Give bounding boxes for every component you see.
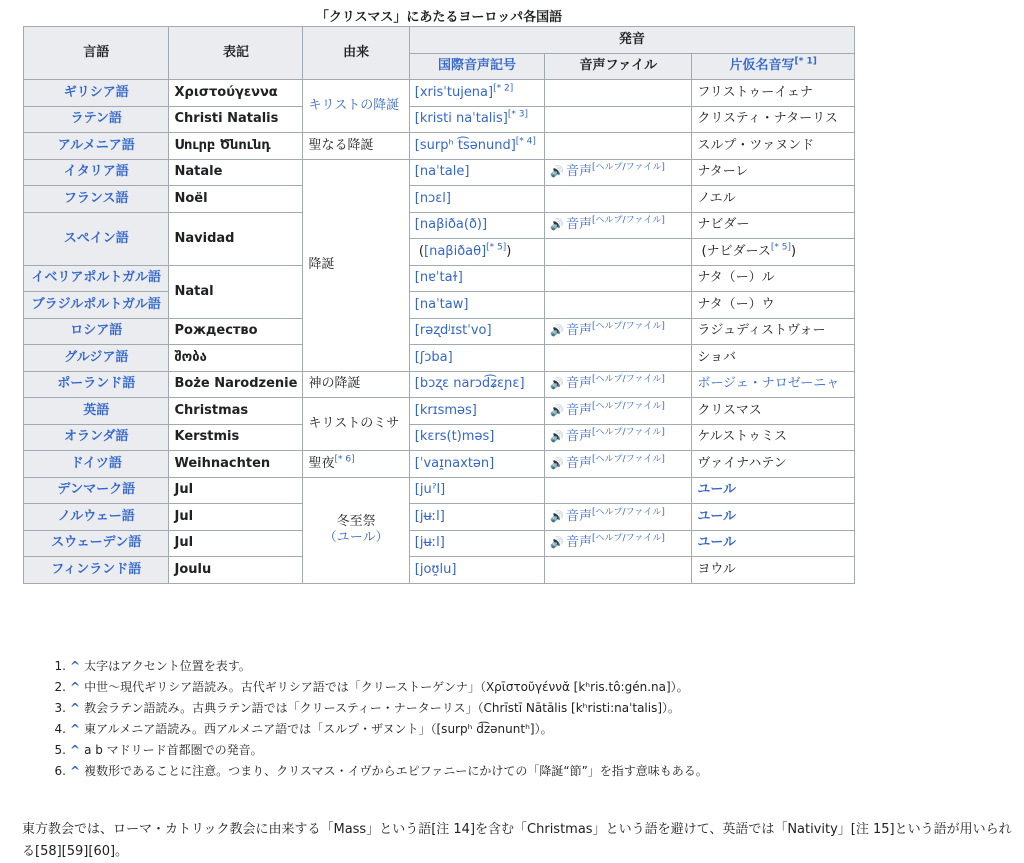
table-row — [24, 318, 855, 345]
speaker-icon[interactable]: 🔊 — [550, 377, 565, 391]
audio-link[interactable]: 音声 — [566, 508, 593, 524]
kana-cell: クリスマス — [692, 398, 855, 425]
lang-cell[interactable] — [24, 530, 169, 557]
ipa-cell[interactable] — [409, 530, 545, 557]
kana-link[interactable]: ユール — [697, 535, 737, 551]
word-cell: Natale — [169, 159, 303, 186]
kana-cell: ナビダー — [692, 212, 855, 239]
footnote-item — [52, 761, 708, 782]
audio-cell — [545, 106, 692, 133]
kana-cell: (ナビダース[* 5]) — [692, 239, 855, 266]
header-ipa[interactable] — [409, 53, 545, 80]
ipa-cell[interactable] — [409, 186, 545, 213]
header-language: 言語 — [24, 27, 169, 80]
lang-cell[interactable] — [24, 106, 169, 133]
audio-link[interactable]: 音声 — [566, 376, 593, 392]
lang-cell[interactable] — [24, 186, 169, 213]
kana-cell: クリスティ・ナターリス — [692, 106, 855, 133]
ipa-cell[interactable] — [409, 398, 545, 425]
table-caption: 「クリスマス」にあたるヨーロッパ各国語 — [315, 10, 563, 25]
ipa-cell[interactable] — [409, 265, 545, 292]
word-cell: Χριστούγεννα — [169, 80, 303, 107]
word-cell: Սուրբ Ծնունդ — [169, 133, 303, 160]
lang-link[interactable]: フィンランド語 — [51, 561, 142, 577]
audio-cell — [545, 133, 692, 160]
table-row — [24, 133, 855, 160]
word-cell: Jul — [169, 530, 303, 557]
table-row — [24, 424, 855, 451]
header-audio: 音声ファイル — [545, 53, 692, 80]
lang-cell[interactable] — [24, 424, 169, 451]
table-row — [24, 186, 855, 213]
lang-link[interactable]: オランダ語 — [64, 429, 129, 445]
lang-link[interactable]: ポーランド語 — [57, 376, 136, 392]
lang-link[interactable]: ギリシア語 — [63, 84, 129, 100]
audio-help-link[interactable]: [ヘルプ/ファイル] — [592, 427, 665, 438]
footnote[interactable]: [* 6] — [334, 454, 355, 465]
origin-cell — [303, 451, 409, 478]
kana-cell[interactable] — [692, 504, 855, 531]
kana-text: ナビダース — [706, 243, 771, 259]
table-row — [24, 371, 855, 398]
footnote[interactable]: [* 2] — [493, 83, 514, 94]
audio-cell — [545, 477, 692, 504]
audio-link[interactable]: 音声 — [566, 164, 593, 180]
lang-link[interactable]: イベリアポルトガル語 — [31, 270, 162, 286]
word-cell: Christi Natalis — [169, 106, 303, 133]
lang-link[interactable]: ノルウェー語 — [57, 508, 135, 524]
lang-cell[interactable] — [24, 345, 169, 372]
audio-link[interactable]: 音声 — [566, 323, 593, 339]
ipa-link[interactable]: 国際音声記号 — [438, 58, 517, 74]
footnote-text: 東アルメニア語読み。西アルメニア語では「スルプ・ザヌント」（[surpʰ d͡zənuntʰ]）。 — [84, 722, 553, 736]
origin-text: 冬至祭 — [336, 514, 376, 529]
lang-cell[interactable] — [24, 159, 169, 186]
footnote-item — [52, 656, 708, 677]
kana-link[interactable]: ユール — [697, 482, 737, 498]
audio-cell[interactable] — [545, 530, 692, 557]
kana-link[interactable]: ボージェ・ナロゼーニャ — [697, 376, 840, 392]
audio-cell — [545, 80, 692, 107]
lang-cell[interactable] — [24, 398, 169, 425]
footnote-item — [52, 719, 708, 740]
ipa-link[interactable]: [krɪsməs] — [414, 402, 477, 418]
footnote-text: 中世〜現代ギリシア語読み。古代ギリシア語では「クリーストーゲンナ」（Χρῑστοῦγέννᾰ [kʰris.tô:gén.na]）。 — [84, 680, 689, 694]
footnote-number: 2. — [54, 680, 66, 694]
ipa-link[interactable]: [bɔʐɛ narɔd͡ʑɛɲɛ] — [414, 376, 525, 392]
footnote-item — [52, 698, 708, 719]
audio-cell[interactable] — [545, 371, 692, 398]
header-spelling: 表記 — [169, 27, 303, 80]
lang-cell[interactable] — [24, 212, 169, 265]
lang-link[interactable]: 英語 — [83, 402, 110, 418]
word-cell: Noël — [169, 186, 303, 213]
back-link-icon[interactable]: ^ — [70, 659, 81, 673]
footnote[interactable]: [* 3] — [507, 109, 528, 120]
word-cell: Navidad — [169, 212, 303, 265]
ipa-cell[interactable] — [409, 424, 545, 451]
word-cell: Joulu — [169, 557, 303, 584]
origin-cell[interactable] — [303, 477, 409, 583]
table-row — [24, 345, 855, 372]
word-cell: Natal — [169, 265, 303, 318]
footnote[interactable]: [* 5] — [486, 242, 507, 253]
ipa-cell[interactable]: ([naβiðaθ][* 5]) — [409, 239, 545, 266]
audio-help-link[interactable]: [ヘルプ/ファイル] — [592, 162, 665, 173]
lang-link[interactable]: グルジア語 — [64, 349, 129, 365]
lang-cell[interactable] — [24, 133, 169, 160]
ipa-link[interactable]: [nɐˈtaɫ] — [414, 270, 463, 286]
ipa-link[interactable]: [nɔɛl] — [414, 190, 451, 206]
origin-link[interactable]: キリストの降誕 — [308, 98, 400, 113]
back-link-icon[interactable]: ^ — [70, 680, 81, 694]
table-row — [24, 159, 855, 186]
footnote-number: 5. — [54, 743, 66, 757]
lang-cell[interactable] — [24, 265, 169, 292]
audio-link[interactable]: 音声 — [566, 429, 593, 445]
ipa-link[interactable]: [naˈtale] — [414, 164, 470, 180]
ipa-link[interactable]: [jʉːl] — [414, 508, 445, 524]
table-row — [24, 504, 855, 531]
table-row — [24, 292, 855, 319]
table-row — [24, 557, 855, 584]
audio-cell — [545, 265, 692, 292]
ipa-cell[interactable] — [409, 159, 545, 186]
audio-cell[interactable] — [545, 504, 692, 531]
word-cell: Jul — [169, 477, 303, 504]
ipa-link[interactable]: [naβiðaθ] — [424, 243, 487, 259]
audio-link[interactable]: 音声 — [566, 217, 593, 233]
yule-link[interactable]: （ユール） — [323, 530, 389, 545]
speaker-icon[interactable]: 🔊 — [550, 536, 565, 550]
footnote-number: 1. — [54, 659, 66, 673]
footnote[interactable]: [* 4] — [515, 136, 536, 147]
table-row — [24, 106, 855, 133]
ipa-cell[interactable] — [409, 133, 545, 160]
kana-cell: フリストゥーイェナ — [692, 80, 855, 107]
table-row — [24, 398, 855, 425]
kana-cell: ラジュディストヴォー — [692, 318, 855, 345]
footnote-text: a b マドリード首都圏での発音。 — [84, 743, 263, 757]
ipa-cell[interactable] — [409, 451, 545, 478]
lang-cell[interactable] — [24, 557, 169, 584]
audio-help-link[interactable]: [ヘルプ/ファイル] — [592, 507, 665, 518]
lang-cell[interactable] — [24, 371, 169, 398]
speaker-icon[interactable]: 🔊 — [550, 403, 565, 417]
audio-help-link[interactable]: [ヘルプ/ファイル] — [592, 401, 665, 412]
audio-link[interactable]: 音声 — [566, 455, 593, 471]
table-row — [24, 80, 855, 107]
audio-help-link[interactable]: [ヘルプ/ファイル] — [592, 533, 665, 544]
kana-cell[interactable] — [692, 371, 855, 398]
audio-cell[interactable] — [545, 424, 692, 451]
footnotes-list — [52, 656, 708, 782]
footnote-text: 教会ラテン語読み。古典ラテン語では「クリースティー・ナーターリス」（Chrīstī Nātālis [kʰristi:naˈtalis]）。 — [84, 701, 681, 715]
speaker-icon[interactable]: 🔊 — [550, 430, 565, 444]
back-link-icon[interactable]: ^ — [70, 701, 81, 715]
origin-cell: キリストのミサ — [303, 398, 409, 451]
ipa-cell[interactable] — [409, 477, 545, 504]
lang-cell[interactable] — [24, 318, 169, 345]
origin-cell[interactable] — [303, 80, 409, 133]
audio-link[interactable]: 音声 — [566, 402, 593, 418]
speaker-icon[interactable]: 🔊 — [550, 456, 565, 470]
audio-cell — [545, 345, 692, 372]
katakana-footnote[interactable]: [* 1] — [794, 56, 817, 67]
lang-link[interactable]: ロシア語 — [70, 323, 123, 339]
ipa-link[interactable]: [jʉːl] — [414, 535, 445, 551]
lang-cell[interactable] — [24, 504, 169, 531]
ipa-cell[interactable] — [409, 504, 545, 531]
ipa-cell[interactable] — [409, 212, 545, 239]
audio-cell[interactable] — [545, 318, 692, 345]
kana-cell: ノエル — [692, 186, 855, 213]
kana-cell: ナターレ — [692, 159, 855, 186]
lang-link[interactable]: アルメニア語 — [57, 137, 135, 153]
kana-cell[interactable] — [692, 477, 855, 504]
footnote-number: 6. — [54, 764, 66, 778]
footnote-number: 4. — [54, 722, 66, 736]
ipa-link[interactable]: [surpʰ t͡sənund] — [414, 137, 516, 153]
lang-cell[interactable] — [24, 292, 169, 319]
audio-help-link[interactable]: [ヘルプ/ファイル] — [592, 454, 665, 465]
lang-cell[interactable] — [24, 451, 169, 478]
word-cell: Christmas — [169, 398, 303, 425]
lang-link[interactable]: スペイン語 — [63, 230, 129, 246]
audio-cell[interactable] — [545, 159, 692, 186]
ipa-link[interactable]: [ˈvaɪ̯naxtən] — [414, 455, 495, 471]
speaker-icon[interactable]: 🔊 — [550, 218, 565, 232]
word-cell: Boże Narodzenie — [169, 371, 303, 398]
kana-cell: ショバ — [692, 345, 855, 372]
header-origin: 由来 — [303, 27, 409, 80]
audio-link[interactable]: 音声 — [566, 535, 593, 551]
lang-link[interactable]: ラテン語 — [70, 111, 122, 127]
ipa-cell[interactable] — [409, 106, 545, 133]
word-cell: Рождество — [169, 318, 303, 345]
ipa-link[interactable]: [xrisˈtujena] — [414, 84, 494, 100]
lang-cell[interactable] — [24, 80, 169, 107]
audio-cell[interactable] — [545, 212, 692, 239]
word-cell: Jul — [169, 504, 303, 531]
ipa-cell[interactable] — [409, 345, 545, 372]
audio-cell[interactable] — [545, 451, 692, 478]
speaker-icon[interactable]: 🔊 — [550, 324, 565, 338]
back-link-icon[interactable]: ^ — [70, 743, 81, 757]
word-cell: შობა — [169, 345, 303, 372]
word-cell: Weihnachten — [169, 451, 303, 478]
lang-link[interactable]: スウェーデン語 — [51, 535, 142, 551]
body-paragraph: 東方教会では、ローマ・カトリック教会に由来する「Mass」という語[注 14]を含む「Christmas」という語を避けて、英語では「Nativity」[注 15]という語が用いられる[58][59][60]。 — [22, 822, 1012, 859]
origin-text: 聖夜 — [308, 455, 335, 471]
audio-cell — [545, 186, 692, 213]
origin-cell: 神の降誕 — [303, 371, 409, 398]
kana-cell[interactable] — [692, 530, 855, 557]
christmas-languages-table — [23, 26, 855, 584]
ipa-link[interactable]: [naβiða(ð)] — [414, 217, 488, 233]
kana-link[interactable]: ユール — [697, 508, 737, 524]
kana-cell: ヨウル — [692, 557, 855, 584]
origin-cell: 聖なる降誕 — [303, 133, 409, 160]
ipa-cell[interactable] — [409, 318, 545, 345]
ipa-link[interactable]: [juˀl] — [414, 482, 446, 498]
back-link-icon[interactable]: ^ — [70, 722, 81, 736]
footnote-number: 3. — [54, 701, 66, 715]
ipa-link[interactable]: [rəʐdʲɪstˈvo] — [414, 323, 492, 339]
speaker-icon[interactable]: 🔊 — [550, 509, 565, 523]
ipa-link[interactable]: [naˈtaw] — [414, 296, 469, 312]
ipa-link[interactable]: [ʃɔba] — [414, 349, 453, 365]
kana-cell: ナタ（ー）ル — [692, 265, 855, 292]
table-row — [24, 212, 855, 239]
table-row — [24, 477, 855, 504]
lang-link[interactable]: イタリア語 — [63, 164, 129, 180]
ipa-cell[interactable] — [409, 80, 545, 107]
footnote-text: 複数形であることに注意。つまり、クリスマス・イヴからエピファニーにかけての「降誕“節”」を指す意味もある。 — [84, 764, 708, 778]
lang-link[interactable]: デンマーク語 — [57, 482, 136, 498]
lang-link[interactable]: ドイツ語 — [70, 455, 122, 471]
audio-help-link[interactable]: [ヘルプ/ファイル] — [592, 321, 665, 332]
audio-help-link[interactable]: [ヘルプ/ファイル] — [592, 215, 665, 226]
ipa-link[interactable]: [joʊ̯lu] — [414, 561, 457, 577]
lang-link[interactable]: フランス語 — [63, 190, 129, 206]
audio-help-link[interactable]: [ヘルプ/ファイル] — [592, 374, 665, 385]
ipa-cell[interactable] — [409, 557, 545, 584]
lang-cell[interactable] — [24, 477, 169, 504]
audio-cell[interactable] — [545, 398, 692, 425]
kana-cell: ナタ（ー）ウ — [692, 292, 855, 319]
footnote-text: 太字はアクセント位置を表す。 — [84, 659, 251, 673]
footnote-item — [52, 740, 708, 761]
origin-cell: 降誕 — [303, 159, 409, 371]
audio-cell — [545, 557, 692, 584]
header-katakana[interactable] — [692, 53, 855, 80]
table-row — [24, 451, 855, 478]
back-link-icon[interactable]: ^ — [70, 764, 81, 778]
kana-cell: ヴァイナハテン — [692, 451, 855, 478]
ipa-link[interactable]: [kɛrs(t)məs] — [414, 429, 495, 445]
ipa-cell[interactable] — [409, 371, 545, 398]
katakana-link[interactable]: 片仮名音写 — [729, 58, 795, 74]
ipa-cell[interactable] — [409, 292, 545, 319]
lang-link[interactable]: ブラジルポルトガル語 — [31, 296, 161, 312]
ipa-link[interactable]: [kristi naˈtalis] — [414, 111, 508, 127]
footnote[interactable]: [* 5] — [770, 242, 791, 253]
kana-cell: スルプ・ツァヌンド — [692, 133, 855, 160]
audio-cell — [545, 239, 692, 266]
header-pronunciation: 発音 — [409, 27, 854, 54]
footnote-item — [52, 677, 708, 698]
kana-cell: ケルストゥミス — [692, 424, 855, 451]
speaker-icon[interactable]: 🔊 — [550, 165, 565, 179]
table-row — [24, 530, 855, 557]
word-cell: Kerstmis — [169, 424, 303, 451]
audio-cell — [545, 292, 692, 319]
table-row — [24, 265, 855, 292]
